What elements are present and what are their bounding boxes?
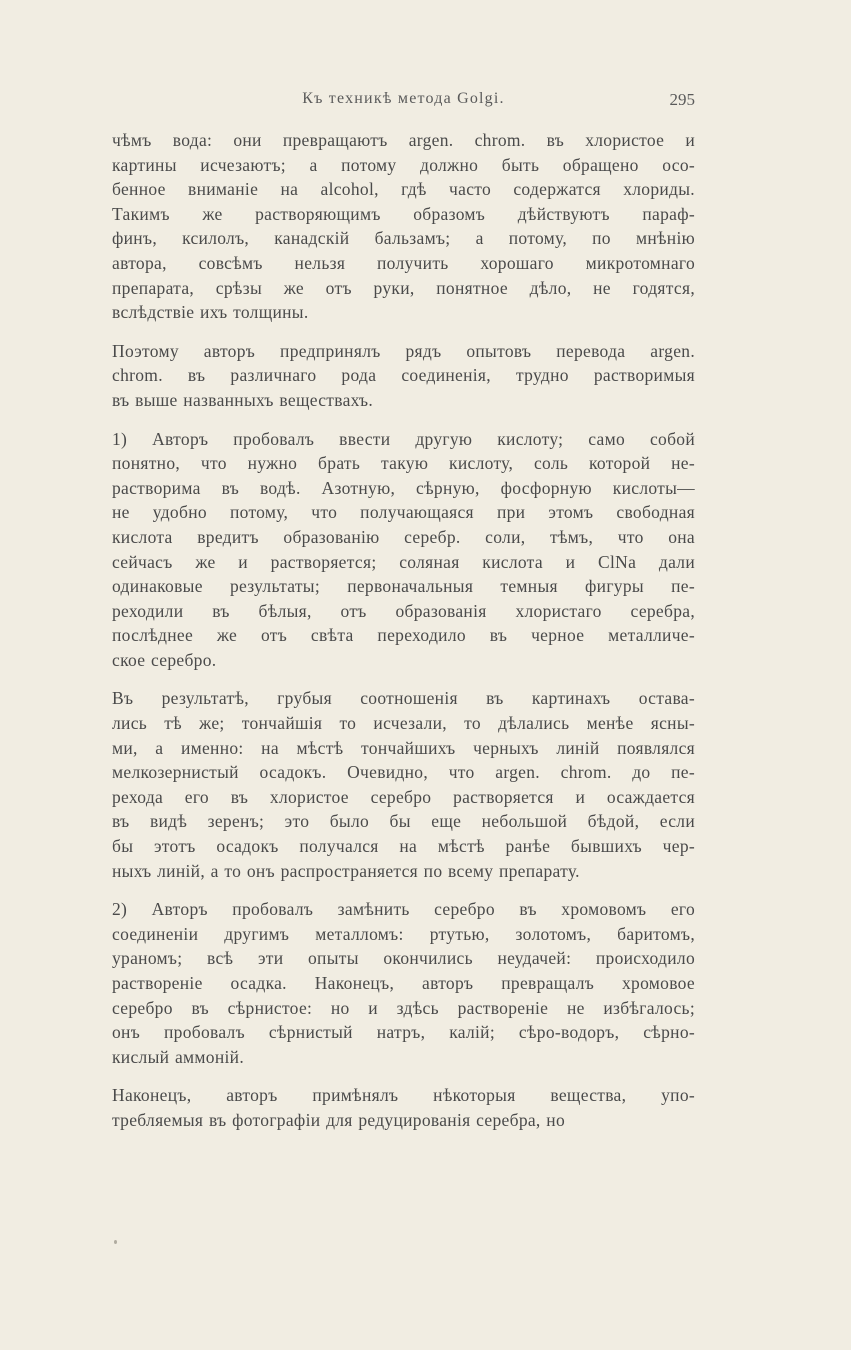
text-line: послѣднее же отъ свѣта переходило въ черное металличе- bbox=[112, 625, 695, 646]
text-line: понятно, что нужно брать такую кислоту, соль которой не- bbox=[112, 453, 695, 474]
text-line: бы этотъ осадокъ получался на мѣстѣ ранѣе бывшихъ чер- bbox=[112, 836, 695, 857]
text-line: ураномъ; всѣ эти опыты окончились неудачей: происходило bbox=[112, 948, 695, 969]
text-line: одинаковые результаты; первоначальныя темныя фигуры пе- bbox=[112, 576, 695, 597]
text-line: картины исчезаютъ; а потому должно быть обращено осо- bbox=[112, 154, 695, 175]
text-line: ми, а именно: на мѣстѣ тончайшихъ черныхъ линій появлялся bbox=[112, 737, 695, 758]
body-text bbox=[112, 128, 695, 1147]
text-line: въ выше названныхъ веществахъ. bbox=[112, 389, 374, 410]
text-line: 1) Авторъ пробовалъ ввести другую кислоту; само собой bbox=[112, 428, 695, 449]
text-line: раствореніе осадка. Наконецъ, авторъ превращалъ хромовое bbox=[112, 973, 695, 993]
text-line: Поэтому авторъ предпринялъ рядъ опытовъ перевода argen. bbox=[112, 340, 695, 361]
paragraph bbox=[112, 427, 695, 673]
text-line: соединеніи другимъ металломъ: ртутью, золотомъ, баритомъ, bbox=[112, 923, 695, 944]
text-line: вслѣдствіе ихъ толщины. bbox=[112, 302, 309, 323]
text-line: Такимъ же растворяющимъ образомъ дѣйствуютъ параф- bbox=[112, 203, 695, 224]
text-line: не удобно потому, что получающаяся при этомъ свободная bbox=[112, 502, 695, 523]
page-header bbox=[112, 90, 695, 116]
text-line: мелкозернистый осадокъ. Очевидно, что argen. chrom. до пе- bbox=[112, 762, 695, 783]
running-title: Къ техникѣ метода Golgi. bbox=[302, 90, 505, 107]
text-line: кислота вредитъ образованію серебр. соли, тѣмъ, что она bbox=[112, 526, 695, 547]
text-line: онъ пробовалъ сѣрнистый натръ, калій; сѣро-водоръ, сѣрно- bbox=[112, 1022, 695, 1043]
text-line: chrom. въ различнаго рода соединенія, трудно растворимыя bbox=[112, 365, 695, 386]
text-line: рехода его въ хлористое серебро растворяется и осаждается bbox=[112, 786, 695, 807]
text-line: сейчасъ же и растворяется; соляная кислота и ClNa дали bbox=[112, 551, 695, 572]
text-line: препарата, срѣзы же отъ руки, понятное дѣло, не годятся, bbox=[112, 277, 695, 298]
text-line: бенное вниманіе на alcohol, гдѣ часто содержатся хлориды. bbox=[112, 179, 695, 200]
text-line: Наконецъ, авторъ примѣнялъ нѣкоторыя вещества, упо- bbox=[112, 1085, 695, 1106]
ink-speck bbox=[114, 1240, 117, 1244]
text-line: чѣмъ вода: они превращаютъ argen. chrom. въ хлористое и bbox=[112, 130, 695, 150]
paragraph bbox=[112, 339, 695, 413]
paragraph bbox=[112, 897, 695, 1069]
text-line: требляемыя въ фотографіи для редуцированія серебра, но bbox=[112, 1109, 566, 1130]
text-line: ныхъ линій, а то онъ распространяется по всему препарату. bbox=[112, 860, 580, 881]
text-line: серебро въ сѣрнистое: но и здѣсь раствореніе не избѣгалось; bbox=[112, 997, 695, 1018]
text-line: ское серебро. bbox=[112, 649, 217, 670]
text-line: реходили въ бѣлыя, отъ образованія хлористаго серебра, bbox=[112, 600, 695, 621]
paragraph bbox=[112, 1083, 695, 1132]
text-line: лись тѣ же; тончайшія то исчезали, то дѣлались менѣе ясны- bbox=[112, 713, 695, 734]
text-line: Въ результатѣ, грубыя соотношенія въ картинахъ остава- bbox=[112, 688, 695, 709]
text-line: кислый аммоній. bbox=[112, 1046, 244, 1067]
paragraph bbox=[112, 686, 695, 883]
text-line: растворима въ водѣ. Азотную, сѣрную, фосфорную кислоты— bbox=[112, 477, 695, 498]
text-line: въ видѣ зеренъ; это было бы еще небольшой бѣдой, если bbox=[112, 811, 695, 832]
text-line: автора, совсѣмъ нельзя получить хорошаго микротомнаго bbox=[112, 252, 695, 273]
page-number: 295 bbox=[669, 90, 695, 109]
text-line: финъ, ксилолъ, канадскій бальзамъ; а потому, по мнѣнію bbox=[112, 228, 695, 249]
text-line: 2) Авторъ пробовалъ замѣнить серебро въ хромовомъ его bbox=[112, 899, 695, 920]
paragraph bbox=[112, 128, 695, 325]
